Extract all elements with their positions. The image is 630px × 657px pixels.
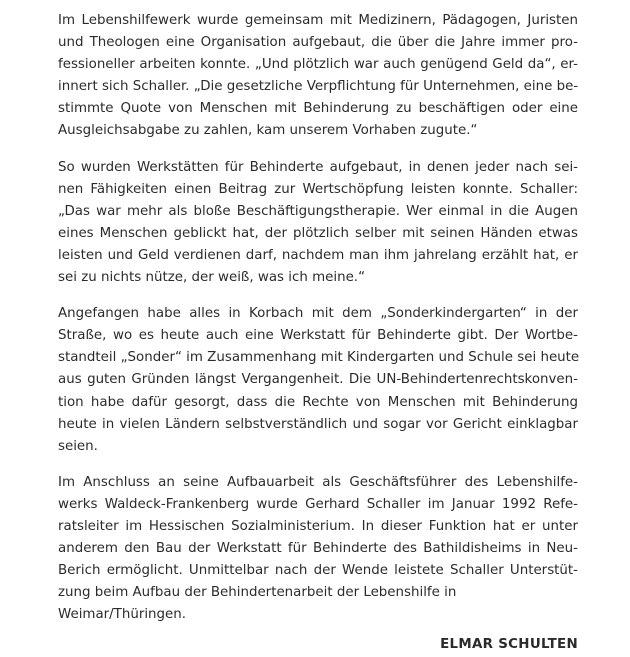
text-line: und Theologen eine Organisation aufgebaut, die über die Jahre immer pro- <box>58 35 578 51</box>
text-line: seien. <box>58 438 98 454</box>
text-line: standteil „Sonder“ im Zusammenhang mit Kindergarten und Schule sei heute <box>58 350 580 366</box>
text-line: Im Anschluss an seine Aufbauarbeit als Geschäftsführer des Lebenshilfe- <box>58 474 578 490</box>
text-line: sei zu nichts nütze, der weiß, was ich meine.“ <box>58 270 366 286</box>
text-line: So wurden Werkstätten für Behinderte aufgebaut, in denen jeder nach sei- <box>58 159 578 175</box>
text-line: Weimar/Thüringen. <box>58 607 187 623</box>
text-line: Berich ermöglicht. Unmittelbar nach der Wende leistete Schaller Unterstüt- <box>58 563 578 579</box>
text-line: Straße, wo es heute auch eine Werkstatt für Behinderte gibt. Der Wortbe- <box>58 328 578 344</box>
text-line: stimmte Quote von Menschen mit Behinderung zu beschäftigen oder eine <box>58 101 578 117</box>
text-line: innert sich Schaller. „Die gesetzliche Verpflichtung für Unternehmen, eine be- <box>58 79 579 95</box>
text-line: „Das war mehr als bloße Beschäftigungstherapie. Wer einmal in die Augen <box>58 203 578 219</box>
text-line: ratsleiter im Hessischen Sozialministerium. In dieser Funktion hat er unter <box>58 518 578 534</box>
text-line: fessioneller arbeiten konnte. „Und plötzlich war auch genügend Geld da“, er- <box>58 57 578 73</box>
article-body <box>58 10 578 657</box>
text-line: tion habe dafür gesorgt, dass die Rechte von Menschen mit Behinderung <box>58 394 578 410</box>
paragraph-2 <box>58 157 578 290</box>
text-line: nen Fähigkeiten einen Beitrag zur Wertschöpfung leisten konnte. Schaller: <box>58 181 578 197</box>
text-line: Ausgleichsabgabe zu zahlen, kam unserem Vorhaben zugute.“ <box>58 123 478 139</box>
text-line: leisten und Geld verdienen darf, nachdem man ihm jahrelang erzählt hat, er <box>58 247 578 263</box>
text-line: Im Lebenshilfewerk wurde gemeinsam mit Medizinern, Pädagogen, Juristen <box>58 13 578 28</box>
text-line: werks Waldeck-Frankenberg wurde Gerhard Schaller im Januar 1992 Refe- <box>58 496 578 512</box>
text-line: zung beim Aufbau der Behindertenarbeit der Lebenshilfe in <box>58 585 457 601</box>
text-line: heute in vielen Ländern selbstverständlich und sogar vor Gericht einklagbar <box>58 416 578 432</box>
paragraph-4 <box>58 472 578 627</box>
text-line: Angefangen habe alles in Korbach mit dem „Sonderkindergarten“ in der <box>58 306 578 322</box>
paragraph-1 <box>58 10 578 143</box>
text-line: aus guten Gründen längst Vergangenheit. Die UN-Behindertenrechtskonven- <box>58 372 578 388</box>
author-byline: ELMAR SCHULTEN <box>440 637 578 653</box>
text-line: eines Menschen geblickt hat, der plötzlich selber mit seinen Händen etwas <box>58 225 578 241</box>
text-line: anderem den Bau der Werkstatt für Behinderte des Bathildisheims in Neu- <box>58 541 578 557</box>
paragraph-3 <box>58 303 578 458</box>
